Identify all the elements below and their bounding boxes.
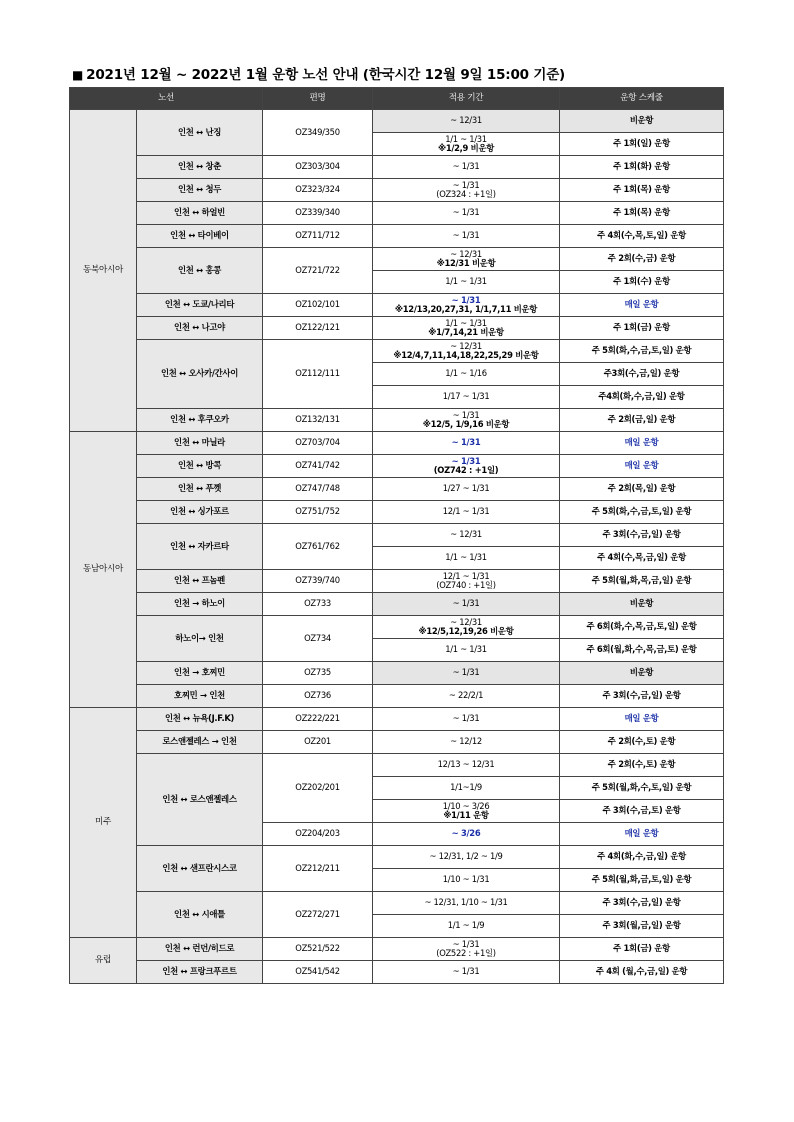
period-cell: ~ 1/31 [373,202,560,225]
flight-number: OZ747/748 [263,478,373,501]
flight-number: OZ349/350 [263,110,373,156]
schedule-cell: 주 6회(화,수,목,금,토,일) 운항 [560,616,724,639]
route-name: 인천 ↔ 타이베이 [137,225,263,248]
period-cell: 12/1 ~ 1/31 [373,501,560,524]
period-cell [373,179,560,202]
flight-number: OZ541/542 [263,961,373,984]
period-text: ~ 12/31 [450,340,482,351]
table-row [70,938,724,961]
period-cell: ~ 1/31 [373,225,560,248]
schedule-cell: 주 6회(월,화,수,목,금,토) 운항 [560,639,724,662]
period-subtext: (OZ740 : +1일) [436,580,496,590]
table-row [70,340,724,363]
table-row [70,501,724,524]
period-note: ※12/5,12,19,26 비운항 [418,626,514,636]
period-note: ※1/11 운항 [443,810,489,820]
schedule-cell: 주 3회(수,금,일) 운항 [560,685,724,708]
region-europe: 유럽 [70,938,137,984]
period-cell [373,294,560,317]
route-name: 인천 ↔ 로스앤젤레스 [137,754,263,846]
period-cell [373,340,560,363]
table-row [70,524,724,547]
schedule-cell: 비운항 [560,593,724,616]
route-name: 인천 ↔ 뉴욕(J.F.K) [137,708,263,731]
table-row [70,754,724,777]
header-route: 노선 [70,88,263,110]
schedule-cell: 비운항 [560,662,724,685]
flight-number: OZ761/762 [263,524,373,570]
table-row [70,892,724,915]
flight-number: OZ102/101 [263,294,373,317]
schedule-cell: 주 5회(화,수,금,토,일) 운항 [560,501,724,524]
table-header-row [70,88,724,110]
period-cell: ~ 1/31 [373,961,560,984]
period-cell: 1/1 ~ 1/16 [373,363,560,386]
period-cell: ~ 1/31 [373,156,560,179]
flight-number: OZ734 [263,616,373,662]
flight-number: OZ212/211 [263,846,373,892]
table-row [70,202,724,225]
table-row [70,432,724,455]
schedule-cell: 주 5회(월,화,금,토,일) 운항 [560,869,724,892]
flight-number: OZ222/221 [263,708,373,731]
region-southeast-asia: 동남아시아 [70,432,137,708]
schedule-cell: 주 2회(수,토) 운항 [560,754,724,777]
flight-number: OZ721/722 [263,248,373,294]
period-cell: 1/27 ~ 1/31 [373,478,560,501]
table-row [70,156,724,179]
period-text: ~ 1/31 [451,455,481,466]
period-note: ※1/2,9 비운항 [437,143,495,153]
region-americas: 미주 [70,708,137,938]
table-row [70,409,724,432]
route-name: 로스앤젤레스 → 인천 [137,731,263,754]
flight-number: OZ736 [263,685,373,708]
title-text: 2021년 12월 ~ 2022년 1월 운항 노선 안내 (한국시간 12월 9일 15:00 기준) [86,67,566,83]
period-cell: ~ 12/31 [373,524,560,547]
route-name: 인천 ↔ 싱가포르 [137,501,263,524]
schedule-cell: 주 1회(목) 운항 [560,179,724,202]
schedule-cell: 주 4회(수,목,금,일) 운항 [560,547,724,570]
flight-number: OZ711/712 [263,225,373,248]
period-cell: 1/1 ~ 1/31 [373,547,560,570]
period-cell: 1/1 ~ 1/31 [373,639,560,662]
table-row [70,685,724,708]
square-bullet-icon: ■ [72,68,84,82]
schedule-cell: 매일 운항 [560,708,724,731]
route-name: 인천 ↔ 샌프란시스코 [137,846,263,892]
table-row [70,570,724,593]
route-name: 인천 ↔ 하얼빈 [137,202,263,225]
period-cell: 1/17 ~ 1/31 [373,386,560,409]
period-text: 1/1 ~ 1/31 [445,133,487,144]
table-row [70,616,724,639]
period-text: ~ 1/31 [452,179,480,190]
period-cell [373,133,560,156]
flight-number: OZ201 [263,731,373,754]
route-name: 인천 ↔ 후쿠오카 [137,409,263,432]
schedule-cell: 주 1회(금) 운항 [560,317,724,340]
flight-number: OZ202/201 [263,754,373,823]
table-row [70,294,724,317]
schedule-cell: 주 5회(화,수,금,토,일) 운항 [560,340,724,363]
route-name: 인천 ↔ 시애틀 [137,892,263,938]
region-northeast-asia: 동북아시아 [70,110,137,432]
schedule-cell: 주4회(화,수,금,일) 운항 [560,386,724,409]
table-row [70,455,724,478]
period-cell: ~ 1/31 [373,432,560,455]
page-title [72,63,565,83]
period-text: 1/1 ~ 1/31 [445,317,487,328]
flight-number: OZ339/340 [263,202,373,225]
period-cell: ~ 1/31 [373,708,560,731]
flight-number: OZ204/203 [263,823,373,846]
period-cell [373,455,560,478]
route-schedule-table [69,87,724,984]
period-cell: ~ 12/12 [373,731,560,754]
period-cell [373,800,560,823]
period-note: ※12/13,20,27,31, 1/1,7,11 비운항 [394,304,538,314]
period-text: ~ 1/31 [451,294,481,305]
route-name: 인천 ↔ 오사카/간사이 [137,340,263,409]
table-row [70,225,724,248]
table-row [70,593,724,616]
route-name: 인천 ↔ 난징 [137,110,263,156]
period-cell: 12/13 ~ 12/31 [373,754,560,777]
schedule-cell: 주 2회(수,토) 운항 [560,731,724,754]
schedule-cell: 주 4회 (월,수,금,일) 운항 [560,961,724,984]
period-cell: 1/1 ~ 1/9 [373,915,560,938]
flight-number: OZ735 [263,662,373,685]
period-cell: ~ 12/31, 1/2 ~ 1/9 [373,846,560,869]
schedule-cell: 주 3회(월,금,일) 운항 [560,915,724,938]
table-row [70,478,724,501]
schedule-cell: 주 5회(월,화,목,금,일) 운항 [560,570,724,593]
period-text: ~ 1/31 [452,409,480,420]
period-note: (OZ742 : +1일) [433,465,499,475]
period-cell [373,248,560,271]
schedule-cell: 주 1회(화) 운항 [560,156,724,179]
route-name: 인천 ↔ 홍콩 [137,248,263,294]
period-cell: ~ 1/31 [373,662,560,685]
period-text: ~ 12/31 [450,248,482,259]
schedule-cell: 주 3회(수,금,일) 운항 [560,524,724,547]
period-cell: ~ 12/31, 1/10 ~ 1/31 [373,892,560,915]
schedule-cell: 매일 운항 [560,823,724,846]
period-subtext: (OZ324 : +1일) [436,189,496,199]
route-name: 인천 ↔ 창춘 [137,156,263,179]
route-name: 인천 ↔ 방콕 [137,455,263,478]
flight-number: OZ739/740 [263,570,373,593]
schedule-cell: 주3회(수,금,일) 운항 [560,363,724,386]
period-cell [373,409,560,432]
schedule-cell: 주 2회(수,금) 운항 [560,248,724,271]
period-note: ※12/4,7,11,14,18,22,25,29 비운항 [393,350,539,360]
period-note: ※12/31 비운항 [436,258,496,268]
route-name: 인천 ↔ 프놈펜 [137,570,263,593]
table-row [70,662,724,685]
period-cell [373,570,560,593]
header-period: 적용 기간 [373,88,560,110]
schedule-cell: 주 2회(목,일) 운항 [560,478,724,501]
flight-number: OZ521/522 [263,938,373,961]
flight-number: OZ733 [263,593,373,616]
schedule-cell: 주 1회(금) 운항 [560,938,724,961]
period-note: ※1/7,14,21 비운항 [428,327,504,337]
schedule-cell: 매일 운항 [560,294,724,317]
schedule-cell: 주 2회(금,일) 운항 [560,409,724,432]
route-name: 인천 ↔ 나고야 [137,317,263,340]
period-text: 1/10 ~ 3/26 [442,800,490,811]
schedule-cell: 비운항 [560,110,724,133]
route-name: 인천 ↔ 마닐라 [137,432,263,455]
table-row [70,179,724,202]
schedule-cell: 매일 운항 [560,455,724,478]
flight-number: OZ132/131 [263,409,373,432]
schedule-cell: 주 3회(수,금,토) 운항 [560,800,724,823]
table-row [70,961,724,984]
schedule-cell: 매일 운항 [560,432,724,455]
period-cell [373,317,560,340]
route-name: 인천 ↔ 청두 [137,179,263,202]
schedule-cell: 주 4회(수,목,토,일) 운항 [560,225,724,248]
schedule-cell: 주 3회(수,금,일) 운항 [560,892,724,915]
period-cell: 1/1~1/9 [373,777,560,800]
period-note: ※12/5, 1/9,16 비운항 [422,419,510,429]
route-name: 호찌민 → 인천 [137,685,263,708]
period-text: ~ 12/31 [450,616,482,627]
flight-number: OZ741/742 [263,455,373,478]
period-cell: ~ 3/26 [373,823,560,846]
table-row [70,248,724,271]
period-cell: ~ 12/31 [373,110,560,133]
route-name: 인천 ↔ 자카르타 [137,524,263,570]
flight-number: OZ112/111 [263,340,373,409]
period-cell: ~ 22/2/1 [373,685,560,708]
flight-number: OZ751/752 [263,501,373,524]
period-cell [373,938,560,961]
schedule-cell: 주 1회(수) 운항 [560,271,724,294]
route-name: 인천 ↔ 런던/히드로 [137,938,263,961]
flight-number: OZ303/304 [263,156,373,179]
period-subtext: (OZ522 : +1일) [436,948,496,958]
schedule-cell: 주 5회(월,화,수,토,일) 운항 [560,777,724,800]
schedule-cell: 주 4회(화,수,금,일) 운항 [560,846,724,869]
period-cell: ~ 1/31 [373,593,560,616]
table-row [70,708,724,731]
period-cell: 1/10 ~ 1/31 [373,869,560,892]
schedule-cell: 주 1회(일) 운항 [560,133,724,156]
flight-number: OZ703/704 [263,432,373,455]
header-schedule: 운항 스케줄 [560,88,724,110]
table-row [70,731,724,754]
period-text: 12/1 ~ 1/31 [442,570,490,581]
route-name: 인천 ↔ 프랑크푸르트 [137,961,263,984]
route-name: 인천 ↔ 푸껫 [137,478,263,501]
route-name: 인천 ↔ 도쿄/나리타 [137,294,263,317]
table-row [70,110,724,133]
flight-number: OZ122/121 [263,317,373,340]
route-name: 인천 → 호찌민 [137,662,263,685]
flight-number: OZ272/271 [263,892,373,938]
period-cell: 1/1 ~ 1/31 [373,271,560,294]
table-row [70,317,724,340]
schedule-cell: 주 1회(목) 운항 [560,202,724,225]
period-text: ~ 1/31 [452,938,480,949]
header-flight: 편명 [263,88,373,110]
route-name: 인천 → 하노이 [137,593,263,616]
period-cell [373,616,560,639]
flight-number: OZ323/324 [263,179,373,202]
table-row [70,846,724,869]
route-name: 하노이→ 인천 [137,616,263,662]
